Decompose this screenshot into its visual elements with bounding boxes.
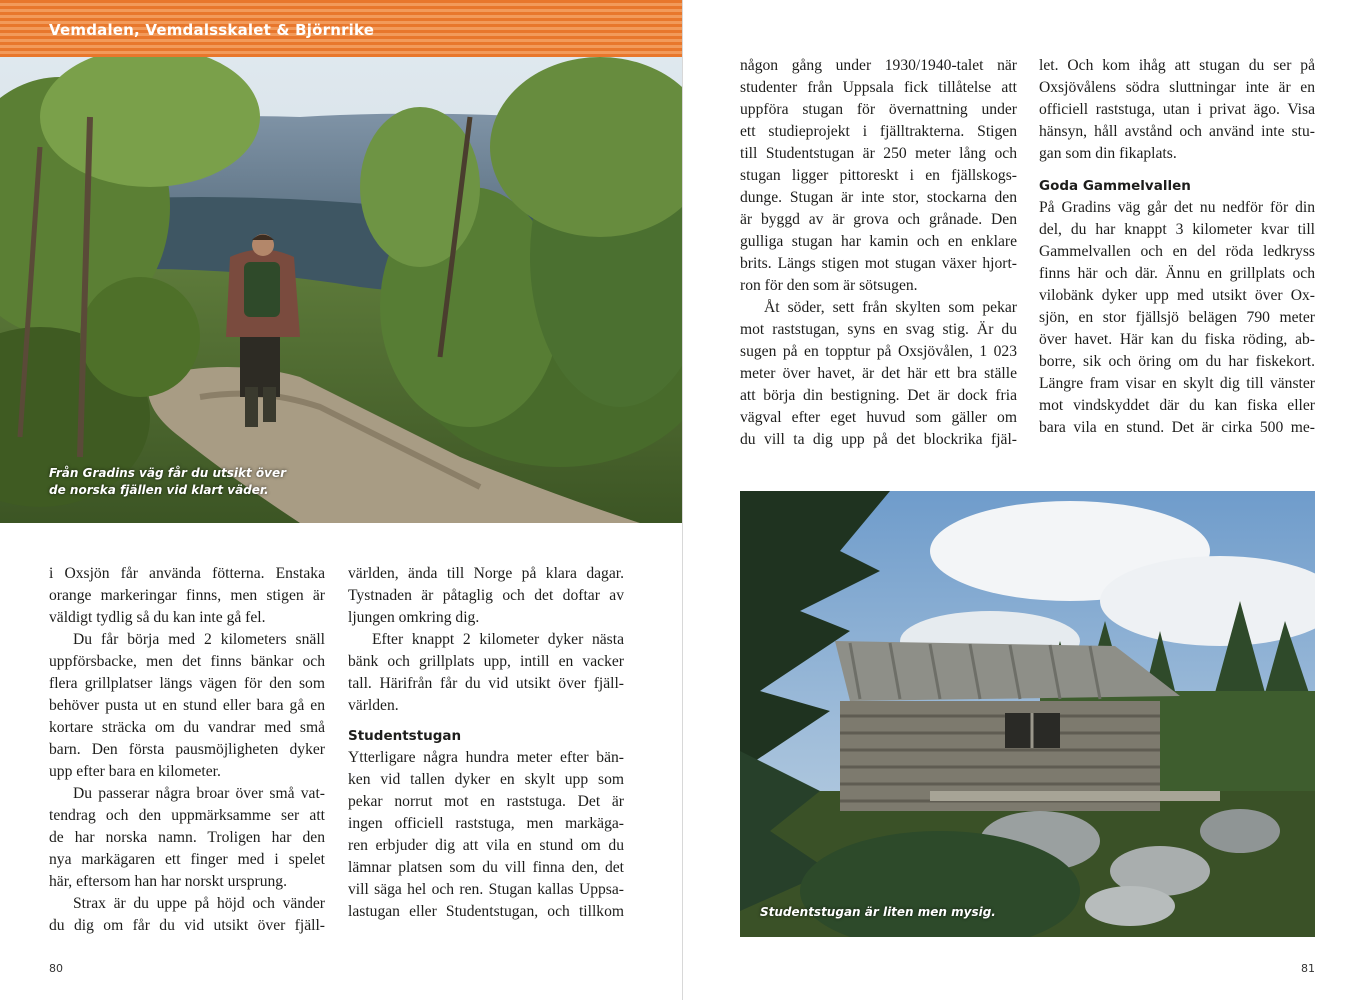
text-line: orange markeringar finns, men stigen är	[49, 587, 325, 604]
text-line: vill säga hel och ren. Stugan kallas Uppsa-	[348, 881, 624, 898]
text-line: uppföra stugan för övernattning under	[740, 101, 1017, 118]
text-line: brits. Längs stigen mot stugan växer hjort-	[740, 255, 1017, 272]
right-page-column-2	[1039, 55, 1315, 439]
text-line: finns här och där. Ännu en grillplats och	[1039, 265, 1315, 282]
text-line: bara vila en stund. Det är cirka 500 me-	[1039, 419, 1315, 436]
text-line: studenter från Uppsala fick tillåtelse att	[740, 79, 1017, 96]
text-line: del, du har knappt 3 kilometer kvar till	[1039, 221, 1315, 238]
text-line: i Oxsjön får använda fötterna. Enstaka	[49, 565, 325, 582]
text-line: flera grillplatser längs vägen för den som	[49, 675, 325, 692]
text-line: sjön, en stor fjällsjö belägen 790 meter	[1039, 309, 1315, 326]
page-number-left: 80	[49, 962, 63, 975]
text-line: let. Och kom ihåg att stugan du ser på	[1039, 57, 1315, 74]
left-column-2-paragraphs-a	[348, 563, 624, 717]
left-column-2-paragraphs-b	[348, 747, 624, 923]
text-line: du vill ta dig upp på det blockrika fjäl-	[740, 431, 1017, 448]
right-page-column-1	[740, 55, 1017, 451]
text-line: Efter knappt 2 kilometer dyker nästa	[372, 631, 624, 648]
text-line: hänsyn, håll avstånd och använd inte stu-	[1039, 123, 1315, 140]
text-line: Åt söder, sett från skylten som pekar	[764, 299, 1017, 316]
cabin-photo-caption: Studentstugan är liten men mysig.	[760, 905, 996, 919]
text-line: Oxsjövålens södra sluttningar inte är en	[1039, 79, 1315, 96]
text-line: Du passerar några broar över små vat-	[73, 785, 325, 802]
text-line: meter över havet, är det här ett bra ställe	[740, 365, 1017, 382]
text-line: Du får börja med 2 kilometers snäll	[73, 631, 325, 648]
text-line: ren erbjuder dig att vila en stund om du	[348, 837, 624, 854]
text-line: ett studieprojekt i fjälltrakterna. Stigen	[740, 123, 1017, 140]
left-page	[0, 0, 682, 1000]
text-line: Längre fram visar en skylt dig till vänster	[1039, 375, 1315, 392]
text-line: mot vindskyddet där du kan fiska eller	[1039, 397, 1315, 414]
hiking-trail-photo	[0, 57, 682, 523]
text-line: stugan ligger pittoreskt i en fjällskogs-	[740, 167, 1017, 184]
text-line: tendrag och den uppmärksamme ser att	[49, 807, 325, 824]
chapter-header-band	[0, 0, 682, 57]
text-line: borre, sik och öring om du har fiskekort.	[1039, 353, 1315, 370]
text-line: lämnar platsen som du vill finna den, det	[348, 859, 624, 876]
text-line: ron för den som är sötsugen.	[740, 277, 918, 294]
text-line: tall. Härifrån får du vid utsikt över fjäll-	[348, 675, 624, 692]
section-heading-gammelvallen: Goda Gammelvallen	[1039, 178, 1191, 194]
text-line: officiell raststuga, utan i privat ägo. Visa	[1039, 101, 1315, 118]
text-line: bänk och grillplats upp, intill en vacker	[348, 653, 624, 670]
section-heading-studentstugan: Studentstugan	[348, 728, 462, 744]
text-line: sugen på en topptur på Oxsjövålen, 1 023	[740, 343, 1017, 360]
text-line: Strax är du uppe på höjd och vänder	[73, 895, 325, 912]
text-line: väldigt tydlig så du kan inte gå fel.	[49, 609, 266, 626]
text-line: över havet. Här kan du fiska röding, ab-	[1039, 331, 1315, 348]
text-line: nya markägaren ett finger med i spelet	[49, 851, 325, 868]
text-line: uppförsbacke, men det finns bänkar och	[49, 653, 325, 670]
text-line: dunge. Stugan är inte stor, stockarna den	[740, 189, 1017, 206]
photo-caption-line-1: Från Gradins väg får du utsikt över	[49, 466, 287, 480]
text-line: Ytterligare några hundra meter efter bän-	[348, 749, 624, 766]
right-column-2-paragraphs-a	[1039, 55, 1315, 165]
text-line: de har norska namn. Troligen har den	[49, 829, 325, 846]
text-line: På Gradins väg går det nu nedför för din	[1039, 199, 1315, 216]
text-line: Tystnaden är påtaglig och det doftar av	[348, 587, 624, 604]
left-page-column-1	[49, 563, 325, 937]
text-line: är byggd av är grova och grånade. Den	[740, 211, 1017, 228]
text-line: här, eftersom han har norskt ursprung.	[49, 873, 287, 890]
text-line: ken vid tallen dyker en skylt upp som	[348, 771, 624, 788]
left-page-column-2	[348, 563, 624, 923]
right-column-2-paragraphs-b	[1039, 197, 1315, 439]
text-line: någon gång under 1930/1940-talet när	[740, 57, 1017, 74]
text-line: barn. Den första pausmöjligheten dyker	[49, 741, 325, 758]
text-line: vilobänk dyker upp med utsikt över Ox-	[1039, 287, 1315, 304]
text-line: att börja din bestigning. Det är dock fria	[740, 387, 1017, 404]
text-line: gan som din fikaplats.	[1039, 145, 1177, 162]
cabin-photo	[740, 491, 1315, 937]
text-line: vägval efter eget huvud som gäller om	[740, 409, 1017, 426]
text-line: upp efter bara en kilometer.	[49, 763, 221, 780]
text-line: gulliga stugan har kamin och en enklare	[740, 233, 1017, 250]
text-line: lastugan eller Studentstugan, och tillkom	[348, 903, 624, 920]
text-line: världen, ända till Norge på klara dagar.	[348, 565, 624, 582]
text-line: behöver pusta ut en stund eller bara gå en	[49, 697, 325, 714]
text-line: ingen officiell raststuga, men markäga-	[348, 815, 624, 832]
photo-caption-line-2: de norska fjällen vid klart väder.	[49, 483, 269, 497]
text-line: du dig om får du vid utsikt över fjäll-	[49, 917, 325, 934]
text-line: till Studentstugan är 250 meter lång och	[740, 145, 1017, 162]
chapter-title: Vemdalen, Vemdalsskalet & Björnrike	[49, 21, 375, 39]
text-line: Gammelvallen och en del röda ledkryss	[1039, 243, 1315, 260]
page-number-right: 81	[1301, 962, 1315, 975]
text-line: världen.	[348, 697, 399, 714]
text-line: kortare sträcka om du vandrar med små	[49, 719, 325, 736]
text-line: ljungen omkring dig.	[348, 609, 480, 626]
text-line: pekar norrut mot en raststuga. Det är	[348, 793, 624, 810]
text-line: mot raststugan, syns en svag stig. Är du	[740, 321, 1017, 338]
